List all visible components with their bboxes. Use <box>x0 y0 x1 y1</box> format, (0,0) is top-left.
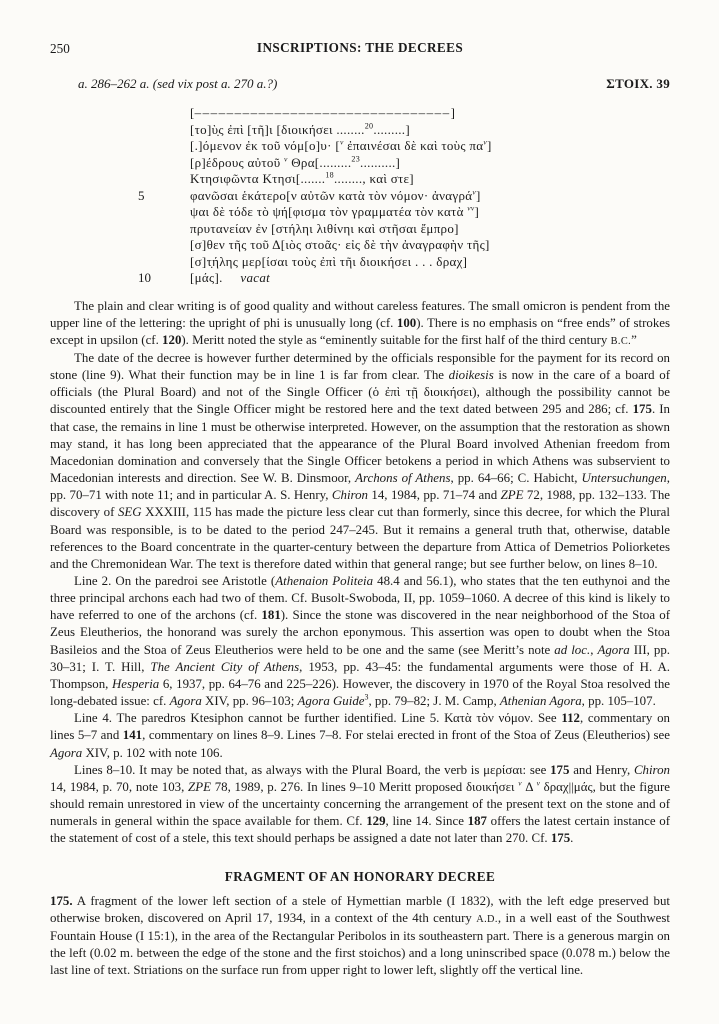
inscription-text: [.]όμενον ἐκ τοῦ νόμ[ο]υ· [$^v$ ἐπαινέσαι δὲ καὶ τοὺς $\pi\alpha^v$] <box>190 137 492 153</box>
inscription-text: [το]ὺ̣ς ἐπὶ [τῆ]ι [διοικήσει ........$^{20}$.........] <box>190 121 410 137</box>
inscription-line <box>138 188 670 205</box>
inscription-line <box>138 138 670 155</box>
entry-paragraph: 175. A fragment of the lower left section of a stele of Hymettian marble (I 1832), with the left edge preserved but otherwise broken, discovered on April 17, 1934, in a context of the 4th century A.D., in a well east of the Southwest Fountain House (I 15:1), in the area of the Rectangular Peribolos in its southeastern part. There is a generous margin on the left (0.02 m. between the edge of the stone and the first stoichos) and a long uninscribed space (0.078 m.) below the last line of text. Striations on the surface run from upper right to lower left, slightly off the vertical line. <box>50 893 670 978</box>
inscription-line <box>138 254 670 271</box>
commentary-paragraph-5: Lines 8–10. It may be noted that, as always with the Plural Board, the verb is μερίσαι: see 175 and Henry, Chiron 14, 1984, p. 70, note 103, ZPE 78, 1989, p. 276. In lines 9–10 Meritt proposed διοικήσει $^v$ Δ $^v$ δραχ||μάς, but the figure should remain unrestored in view of the uncertainty concerning the arrangement of the present text on the stone and of numerals in general within the space available for them. Cf. 129, line 14. Since 187 offers the latest certain instance of the statement of cost of a stele, this text should perhaps be assigned a date not later than 270. Cf. 175. <box>50 762 670 846</box>
date-range: a. 286–262 a. (sed vix post a. 270 a.?) <box>78 76 278 91</box>
line-number <box>138 155 190 172</box>
inscription-text: ψαι δὲ τόδε τὸ ψή[φισμα τὸν γραμματέα τὸν κατὰ $^{vv}$] <box>190 203 480 219</box>
line-number <box>138 237 190 254</box>
inscription-text: [μάς]. vacat <box>190 270 271 285</box>
line-number: 5 <box>138 187 145 203</box>
line-number <box>138 105 190 122</box>
line-number: 10 <box>138 270 151 285</box>
commentary-section <box>50 298 670 848</box>
inscription-line <box>138 221 670 238</box>
stoichedon-label: ΣΤΟΙΧ. 39 <box>606 76 670 91</box>
line-number <box>138 122 190 139</box>
commentary-paragraph-1: The plain and clear writing is of good quality and without careless features. The small omicron is pendent from the upper line of the lettering: the upright of phi is unusually long (cf. 100). There is no emphasis on “free ends” of strokes except in upsilon (cf. 120). Meritt noted the style as “eminently suitable for the first half of the third century B.C.” <box>50 298 670 347</box>
line-number <box>138 171 190 188</box>
commentary-paragraph-4: Line 4. The paredros Ktesiphon cannot be further identified. Line 5. Κατὰ τὸν νόμον. See 112, commentary on lines 5–7 and 141, commentary on lines 8–9. Lines 7–8. For stelai erected in front of the Stoa of Zeus (Eleutherios) see Agora XIV, p. 102 with note 106. <box>50 711 670 760</box>
line-number <box>138 138 190 155</box>
dateline <box>50 76 670 92</box>
inscription-line <box>138 155 670 172</box>
inscription-block <box>138 105 670 287</box>
inscription-line <box>138 237 670 254</box>
inscription-text: πρυτανείαν ἐν [στήληι λιθίνηι καὶ στῆσαι ἔμπρο] <box>190 220 459 236</box>
inscription-text: [––––––––––––––––––––––––––––––––] <box>190 105 456 120</box>
inscription-text: [σ]θεν τῆς τοῦ Δ[ιὸς στοᾶς· εἰς δὲ τὴν ἀναγραφὴν τῆς] <box>190 237 490 252</box>
commentary-paragraph-2: The date of the decree is however further determined by the officials responsible for the payment for its record on stone (line 9). What their function may be in line 1 is far from clear. The dioikesis is now in the care of a board of officials (the Plural Board) and not of the Single Officer (ὁ ἐπὶ τῇ διοικήσει), although the possibility cannot be discounted entirely that the Single Officer might be restored here and the text dated between 295 and 286; cf. 175. In that case, the remains in line 1 must be otherwise interpreted. However, on the assumption that the restoration as shown may stand, it has long been appreciated that the appearance of the Plural Board involved Athenian freedom from Macedonian domination and conversely that the Single Officer betokens a period in which Athens was subservient to Macedonian interests and direction. See W. B. Dinsmoor, Archons of Athens, pp. 64–66; C. Habicht, Untersuchungen, pp. 70–71 with note 11; and in particular A. S. Henry, Chiron 14, 1984, pp. 71–74 and ZPE 72, 1988, pp. 132–133. The discovery of SEG XXXIII, 115 has made the picture less clear cut than formerly, since this decree, for which the Plural Board was responsible, is to be dated to the period 247–245. But it remains a general truth that, otherwise, datable references to the Board concentrate in the quarter-century between the departure from Attica of Demetrios Poliorketes and the Chremonidean War. The text is therefore dated within that general range; but see further below, on lines 8–10. <box>50 350 671 571</box>
inscription-line <box>138 105 670 122</box>
line-number <box>138 254 190 271</box>
page-number: 250 <box>50 41 70 56</box>
running-title: INSCRIPTIONS: THE DECREES <box>256 40 464 55</box>
line-number <box>138 221 190 238</box>
inscription-line <box>138 122 670 139</box>
section-heading: FRAGMENT OF AN HONORARY DECREE <box>224 868 496 884</box>
inscription-text: φανῶσαι ἑκάτερο[ν αὐτῶν κατὰ τὸν νόμον· ἀναγρά$^v$] <box>190 187 481 203</box>
inscription-text: [σ]τ̣ήλης μερ[ίσαι τοὺς ἐπὶ τῆι διοικήσει . . . δραχ] <box>190 253 468 269</box>
inscription-line <box>138 171 670 188</box>
inscription-text: [ρ]έδρους αὐτοῦ $^v$ Θρα[.........$^{23}$..........] <box>190 154 401 170</box>
running-head <box>50 40 670 57</box>
inscription-line <box>138 204 670 221</box>
commentary-paragraph-3: Line 2. On the paredroi see Aristotle (Athenaion Politeia 48.4 and 56.1), who states that the ten euthynoi and the three principal archons each had two of them. Cf. Busolt-Swoboda, II, pp. 1059–1060. A decree of this kind is likely to have referred to one of the archons (cf. 181). Since the stone was discovered in the near neighborhood of the Stoa of Zeus Eleutherios, the honorand was surely the archon eponymous. This assertion was open to doubt when the Stoa Basileios and the Stoa of Zeus Eleutherios were held to be one and the same (see Meritt’s note ad loc., Agora III, pp. 30–31; I. T. Hill, The Ancient City of Athens, 1953, pp. 43–45: the fundamental arguments were those of H. A. Thompson, Hesperia 6, 1937, pp. 64–76 and 225–226). However, the discovery in 1970 of the Royal Stoa resolved the long-debated issue: cf. Agora XIV, pp. 96–103; Agora Guide$^3$, pp. 79–82; J. M. Camp, Athenian Agora, pp. 105–107. <box>50 574 671 709</box>
inscription-text: Κτησιφῶντα Κτησι[.......$^{18}$........, καὶ στε] <box>190 170 414 186</box>
line-number <box>138 204 190 221</box>
inscription-line <box>138 270 670 287</box>
